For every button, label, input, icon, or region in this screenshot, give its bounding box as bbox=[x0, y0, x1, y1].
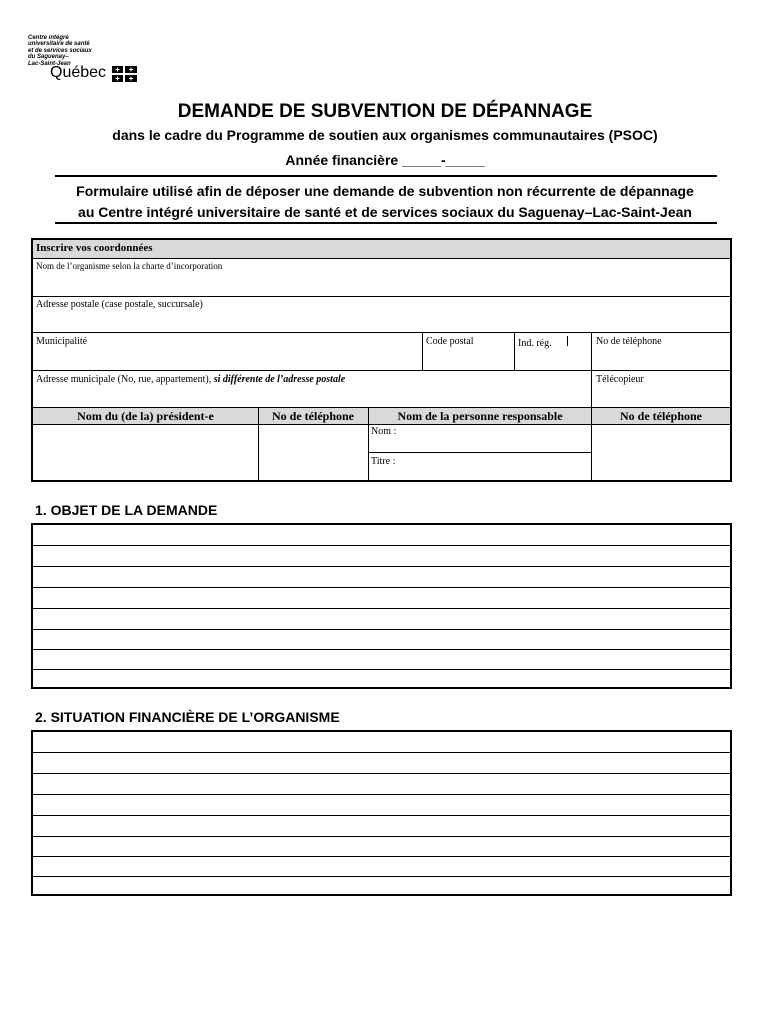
coordinates-form bbox=[31, 238, 732, 482]
org-name-field[interactable] bbox=[33, 272, 730, 296]
col-responsible: Nom de la personne responsable bbox=[397, 409, 563, 423]
responsible-name-label: Nom : bbox=[371, 426, 397, 437]
postal-address-field[interactable] bbox=[33, 312, 730, 332]
fax-label: Télécopieur bbox=[596, 374, 644, 385]
civic-address-label: Adresse municipale (No, rue, appartement), si différente de l’adresse postale bbox=[36, 374, 346, 385]
top-rule bbox=[55, 175, 717, 177]
objet-text-area[interactable] bbox=[31, 523, 732, 689]
quebec-wordmark: Québec bbox=[50, 64, 107, 81]
municipality-label: Municipalité bbox=[36, 336, 88, 347]
bottom-rule bbox=[55, 222, 717, 224]
coordinates-heading: Inscrire vos coordonnées bbox=[36, 242, 153, 254]
logo-org-name: Centre intégré universitaire de santé et de services sociaux du Saguenay– Lac-Saint-Jean bbox=[28, 35, 92, 67]
responsible-title-label: Titre : bbox=[371, 456, 396, 467]
postal-address-label: Adresse postale (case postale, succursale) bbox=[36, 299, 203, 310]
section-situation-heading: 2. SITUATION FINANCIÈRE DE L’ORGANISME bbox=[35, 709, 340, 725]
intro-line-2: au Centre intégré universitaire de santé et de services sociaux du Saguenay–Lac-Saint-Jean bbox=[78, 204, 692, 220]
page-title: DEMANDE DE SUBVENTION DE DÉPANNAGE bbox=[177, 101, 593, 122]
col-president-phone: No de téléphone bbox=[272, 409, 354, 423]
col-president: Nom du (de la) président-e bbox=[77, 409, 214, 423]
intro-line-1: Formulaire utilisé afin de déposer une demande de subvention non récurrente de dépannage bbox=[76, 183, 694, 199]
org-name-label: Nom de l’organisme selon la charte d’incorporation bbox=[36, 261, 223, 271]
area-code-label: Ind. rég. bbox=[518, 338, 552, 349]
situation-text-area[interactable] bbox=[31, 730, 732, 896]
page-subtitle: dans le cadre du Programme de soutien aux organismes communautaires (PSOC) bbox=[112, 127, 658, 143]
col-responsible-phone: No de téléphone bbox=[620, 409, 702, 423]
quebec-flag-icon bbox=[112, 66, 137, 82]
section-objet-heading: 1. OBJET DE LA DEMANDE bbox=[35, 502, 218, 518]
intro-text bbox=[40, 181, 730, 223]
postal-code-label: Code postal bbox=[426, 336, 474, 347]
phone-label: No de téléphone bbox=[596, 336, 662, 347]
fiscal-year-field[interactable]: Année financière _____-_____ bbox=[285, 152, 485, 168]
